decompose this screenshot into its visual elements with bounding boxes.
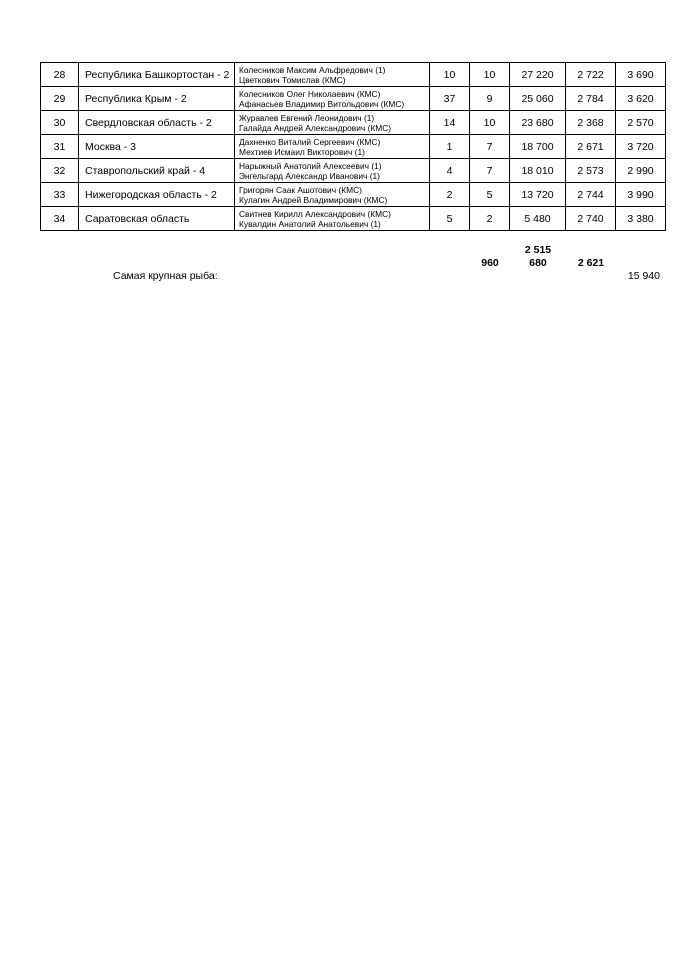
- max-weight-cell: 2 570: [616, 111, 666, 135]
- average-weight-cell: 2 740: [566, 207, 616, 231]
- max-weight-cell: 3 380: [616, 207, 666, 231]
- team-cell: Нижегородская область - 2: [79, 183, 235, 207]
- weight-cell: 27 220: [510, 63, 566, 87]
- weight-cell: 25 060: [510, 87, 566, 111]
- members-cell: [235, 159, 430, 183]
- table-row: [41, 135, 666, 159]
- average-weight-cell: 2 368: [566, 111, 616, 135]
- average-weight-cell: 2 573: [566, 159, 616, 183]
- team-cell: Москва - 3: [79, 135, 235, 159]
- table-row: [41, 111, 666, 135]
- member-name: Нарыжный Анатолий Алексеевич (1): [239, 160, 382, 171]
- member-name: Григорян Саак Ашотович (КМС): [239, 184, 362, 195]
- sector-cell: 9: [470, 87, 510, 111]
- place-cell: 30: [41, 111, 79, 135]
- members-cell: [235, 135, 430, 159]
- member-name: Колесников Олег Николаевич (КМС): [239, 88, 381, 99]
- member-name: Кулагин Андрей Владимирович (КМС): [239, 194, 388, 205]
- place-cell: 34: [41, 207, 79, 231]
- results-table: [40, 62, 666, 231]
- place-cell: 33: [41, 183, 79, 207]
- weight-cell: 18 010: [510, 159, 566, 183]
- member-name: Галайда Андрей Александрович (КМС): [239, 122, 392, 133]
- total-weight-line2: 680: [529, 257, 547, 269]
- team-cell: Свердловская область - 2: [79, 111, 235, 135]
- table-row: [41, 183, 666, 207]
- sector-cell: 2: [470, 207, 510, 231]
- fish-count-cell: 10: [430, 63, 470, 87]
- biggest-fish-label: Самая крупная рыба:: [113, 270, 218, 282]
- member-name: Свитнев Кирилл Александрович (КМС): [239, 208, 391, 219]
- member-name: Цветкович Томислав (КМС): [239, 74, 346, 85]
- table-row: [41, 87, 666, 111]
- place-cell: 28: [41, 63, 79, 87]
- average-weight-cell: 2 784: [566, 87, 616, 111]
- total-weight-line1: 2 515: [524, 244, 552, 256]
- team-cell: Ставропольский край - 4: [79, 159, 235, 183]
- place-cell: 31: [41, 135, 79, 159]
- weight-cell: 5 480: [510, 207, 566, 231]
- weight-cell: 18 700: [510, 135, 566, 159]
- table-row: [41, 63, 666, 87]
- member-name: Мехтиев Исмаил Викторович (1): [239, 146, 365, 157]
- weight-cell: 13 720: [510, 183, 566, 207]
- team-cell: Республика Башкортостан - 2: [79, 63, 235, 87]
- team-cell: Республика Крым - 2: [79, 87, 235, 111]
- max-weight-cell: 2 990: [616, 159, 666, 183]
- member-name: Энгельгард Александр Иванович (1): [239, 170, 380, 181]
- fish-count-cell: 5: [430, 207, 470, 231]
- weight-cell: 23 680: [510, 111, 566, 135]
- fish-count-cell: 14: [430, 111, 470, 135]
- member-name: Афанасьев Владимир Витольдович (КМС): [239, 98, 405, 109]
- average-weight-cell: 2 671: [566, 135, 616, 159]
- members-cell: [235, 111, 430, 135]
- fish-count-cell: 37: [430, 87, 470, 111]
- average-weight-cell: 2 722: [566, 63, 616, 87]
- sector-cell: 5: [470, 183, 510, 207]
- table-row: [41, 207, 666, 231]
- sector-cell: 10: [470, 63, 510, 87]
- average-weight-cell: 2 744: [566, 183, 616, 207]
- biggest-fish-value: 15 940: [627, 270, 660, 282]
- max-weight-cell: 3 620: [616, 87, 666, 111]
- max-weight-cell: 3 990: [616, 183, 666, 207]
- member-name: Журавлев Евгений Леонидович (1): [239, 112, 375, 123]
- sector-cell: 7: [470, 135, 510, 159]
- table-row: [41, 159, 666, 183]
- max-weight-cell: 3 690: [616, 63, 666, 87]
- members-cell: [235, 87, 430, 111]
- members-cell: [235, 63, 430, 87]
- results-table-body: [41, 63, 666, 231]
- place-cell: 32: [41, 159, 79, 183]
- total-average-weight: 2 621: [577, 257, 605, 269]
- member-name: Дахненко Виталий Сергеевич (КМС): [239, 136, 381, 147]
- total-fish-count: 960: [481, 257, 499, 269]
- place-cell: 29: [41, 87, 79, 111]
- team-cell: Саратовская область: [79, 207, 235, 231]
- member-name: Колесников Максим Альфредович (1): [239, 64, 386, 75]
- member-name: Кувалдин Анатолий Анатольевич (1): [239, 218, 381, 229]
- sector-cell: 10: [470, 111, 510, 135]
- fish-count-cell: 1: [430, 135, 470, 159]
- max-weight-cell: 3 720: [616, 135, 666, 159]
- fish-count-cell: 2: [430, 183, 470, 207]
- members-cell: [235, 207, 430, 231]
- sector-cell: 7: [470, 159, 510, 183]
- members-cell: [235, 183, 430, 207]
- fish-count-cell: 4: [430, 159, 470, 183]
